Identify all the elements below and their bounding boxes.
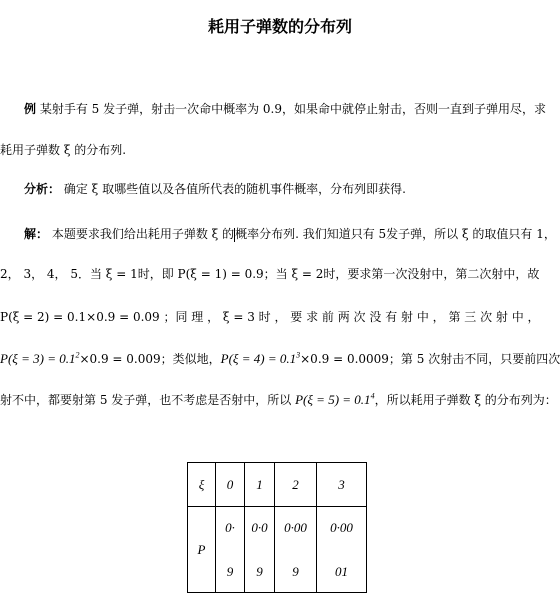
table-header-cell: 3 bbox=[317, 463, 367, 507]
solution-line-4 bbox=[0, 351, 560, 367]
analysis-text: 确定 ξ 取哪些值以及各值所代表的随机事件概率，分布列即获得. bbox=[63, 182, 406, 196]
table-prob-row bbox=[188, 507, 367, 593]
solution-text-4d: ×0.9 = 0.0009；第 5 次射击不同，只要前四次 bbox=[300, 352, 560, 366]
solution-line-1 bbox=[0, 226, 560, 242]
distribution-table bbox=[187, 462, 367, 593]
solution-text-1a: 本题要求我们给出耗用子弹数 ξ 的 bbox=[51, 227, 235, 241]
table-header-cell: 2 bbox=[275, 463, 317, 507]
table-header-cell: 1 bbox=[245, 463, 275, 507]
formula-p5: $P(\xi = 5) = 0.1^4$ bbox=[295, 391, 375, 407]
table-header-cell: 0 bbox=[216, 463, 245, 507]
solution-label: 解： bbox=[24, 227, 49, 241]
analysis-line bbox=[0, 181, 560, 197]
table-header-row bbox=[188, 463, 367, 507]
example-text-2: 耗用子弹数 ξ 的分布列. bbox=[0, 143, 127, 157]
solution-text-5a: 射不中，都要射第 5 发子弹，也不考虑是否射中，所以 bbox=[0, 393, 296, 407]
table-header-xi: ξ bbox=[188, 463, 216, 507]
solution-line-3 bbox=[0, 309, 560, 325]
solution-text-5c: ，所以耗用子弹数 ξ 的分布列为： bbox=[374, 393, 557, 407]
solution-line-5 bbox=[0, 392, 560, 408]
table-cell: 0·00 9 bbox=[275, 507, 317, 593]
formula-p3: $P(\xi = 3) = 0.1^2$ bbox=[0, 350, 80, 366]
solution-text-2: 2， 3， 4， 5．当 ξ = 1时，即 P(ξ = 1) = 0.9；当 ξ = 2时，要求第一次没射中，第二次射中，故 bbox=[0, 267, 540, 281]
example-line-1 bbox=[0, 101, 560, 117]
solution-text-1b: 概率分布列. 我们知道只有 5发子弹，所以 ξ 的取值只有 1， bbox=[235, 227, 556, 241]
table-cell: 0· 9 bbox=[216, 507, 245, 593]
example-text-1: 某射手有 5 发子弹，射击一次命中概率为 0.9，如果命中就停止射击，否则一直到子弹用尽，求 bbox=[39, 102, 547, 116]
solution-line-2 bbox=[0, 266, 560, 282]
page-title: 耗用子弹数的分布列 bbox=[207, 17, 352, 36]
table-cell: 0·00 01 bbox=[317, 507, 367, 593]
table-cell: 0·0 9 bbox=[245, 507, 275, 593]
analysis-label: 分析： bbox=[24, 182, 61, 196]
example-line-2 bbox=[0, 142, 560, 158]
table-row-label-p: P bbox=[188, 507, 216, 593]
example-label: 例 bbox=[24, 102, 37, 116]
formula-p4: $P(\xi = 4) = 0.1^3$ bbox=[220, 350, 301, 366]
solution-text-3: P(ξ = 2) = 0.1×0.9 = 0.09 ；同 理 ， ξ = 3 时 ， 要 求 前 两 次 没 有 射 中 ， 第 三 次 射 中 ， bbox=[0, 310, 540, 324]
solution-text-4b: ×0.9 = 0.009；类似地， bbox=[79, 352, 221, 366]
